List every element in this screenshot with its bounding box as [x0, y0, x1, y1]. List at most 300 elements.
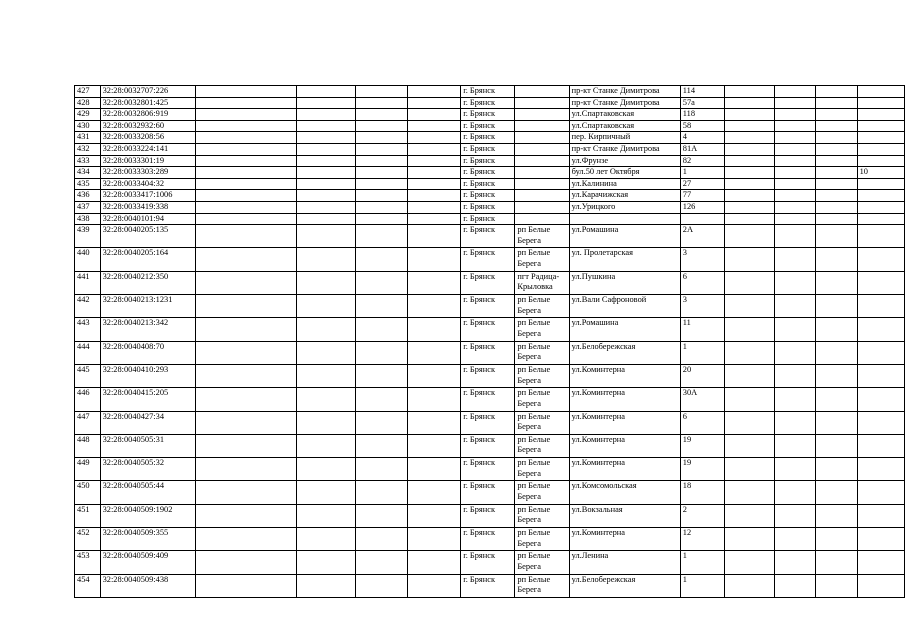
city: г. Брянск [461, 225, 515, 248]
city: г. Брянск [461, 434, 515, 457]
empty-cell [356, 527, 408, 550]
table-row [75, 167, 905, 179]
empty-cell [816, 574, 857, 597]
empty-cell [775, 574, 816, 597]
table-row [75, 97, 905, 109]
cadastral-number: 32:28:0040509:438 [100, 574, 195, 597]
empty-cell [775, 341, 816, 364]
empty-cell [356, 213, 408, 225]
empty-cell [296, 411, 355, 434]
empty-cell [296, 178, 355, 190]
empty-cell [407, 86, 461, 98]
house-number: 81А [680, 143, 724, 155]
empty-cell [195, 143, 296, 155]
empty-cell [407, 167, 461, 179]
empty-cell [195, 109, 296, 121]
street: ул.Комсомольская [569, 481, 680, 504]
settlement [515, 155, 569, 167]
cadastral-number: 32:28:0040509:1902 [100, 504, 195, 527]
table-row [75, 574, 905, 597]
empty-cell [775, 178, 816, 190]
empty-cell [356, 109, 408, 121]
empty-cell [356, 551, 408, 574]
city: г. Брянск [461, 155, 515, 167]
settlement: рп Белые Берега [515, 504, 569, 527]
row-number: 454 [75, 574, 101, 597]
cadastral-number: 32:28:0032806:919 [100, 109, 195, 121]
house-number: 19 [680, 458, 724, 481]
table-row [75, 504, 905, 527]
empty-cell [407, 225, 461, 248]
street: пр-кт Станке Димитрова [569, 97, 680, 109]
empty-cell [195, 155, 296, 167]
empty-cell [407, 295, 461, 318]
empty-cell [195, 97, 296, 109]
empty-cell [775, 190, 816, 202]
empty-cell [775, 213, 816, 225]
table-row [75, 190, 905, 202]
empty-cell [407, 318, 461, 341]
empty-cell [724, 120, 775, 132]
street: ул.Карачижская [569, 190, 680, 202]
street: пер. Кирпичный [569, 132, 680, 144]
extra-value [857, 213, 904, 225]
extra-value [857, 364, 904, 387]
empty-cell [724, 225, 775, 248]
street: ул.Вали Сафроновой [569, 295, 680, 318]
empty-cell [195, 458, 296, 481]
city: г. Брянск [461, 574, 515, 597]
extra-value: 10 [857, 167, 904, 179]
extra-value [857, 434, 904, 457]
settlement: рп Белые Берега [515, 574, 569, 597]
city: г. Брянск [461, 248, 515, 271]
street: ул.Белобережская [569, 574, 680, 597]
table-row [75, 109, 905, 121]
empty-cell [356, 388, 408, 411]
settlement [515, 97, 569, 109]
street: ул.Ленина [569, 551, 680, 574]
empty-cell [724, 97, 775, 109]
empty-cell [356, 190, 408, 202]
city: г. Брянск [461, 527, 515, 550]
street: ул.Коминтерна [569, 458, 680, 481]
city: г. Брянск [461, 167, 515, 179]
empty-cell [195, 201, 296, 213]
street [569, 213, 680, 225]
row-number: 450 [75, 481, 101, 504]
city: г. Брянск [461, 86, 515, 98]
house-number: 1 [680, 551, 724, 574]
table-row [75, 86, 905, 98]
empty-cell [775, 155, 816, 167]
empty-cell [407, 388, 461, 411]
street: пр-кт Станке Димитрова [569, 143, 680, 155]
empty-cell [356, 248, 408, 271]
street: ул.Ромашина [569, 225, 680, 248]
table-row [75, 388, 905, 411]
city: г. Брянск [461, 364, 515, 387]
empty-cell [724, 190, 775, 202]
cadastral-number: 32:28:0040505:44 [100, 481, 195, 504]
empty-cell [816, 167, 857, 179]
cadastral-number: 32:28:0040205:164 [100, 248, 195, 271]
city: г. Брянск [461, 504, 515, 527]
empty-cell [775, 248, 816, 271]
empty-cell [356, 411, 408, 434]
extra-value [857, 248, 904, 271]
empty-cell [816, 318, 857, 341]
city: г. Брянск [461, 213, 515, 225]
extra-value [857, 481, 904, 504]
empty-cell [816, 341, 857, 364]
empty-cell [816, 364, 857, 387]
extra-value [857, 504, 904, 527]
empty-cell [816, 225, 857, 248]
empty-cell [296, 434, 355, 457]
street: ул.Калинина [569, 178, 680, 190]
settlement: рп Белые Берега [515, 341, 569, 364]
empty-cell [195, 213, 296, 225]
empty-cell [407, 364, 461, 387]
table-row [75, 143, 905, 155]
extra-value [857, 190, 904, 202]
street: ул.Коминтерна [569, 411, 680, 434]
empty-cell [296, 132, 355, 144]
cadastral-number: 32:28:0040415:205 [100, 388, 195, 411]
empty-cell [816, 143, 857, 155]
empty-cell [775, 109, 816, 121]
house-number: 30А [680, 388, 724, 411]
city: г. Брянск [461, 481, 515, 504]
cadastral-number: 32:28:0040505:31 [100, 434, 195, 457]
city: г. Брянск [461, 318, 515, 341]
extra-value [857, 551, 904, 574]
row-number: 438 [75, 213, 101, 225]
empty-cell [724, 388, 775, 411]
empty-cell [816, 178, 857, 190]
city: г. Брянск [461, 143, 515, 155]
register-table [74, 85, 905, 598]
extra-value [857, 201, 904, 213]
settlement [515, 109, 569, 121]
empty-cell [296, 201, 355, 213]
empty-cell [816, 155, 857, 167]
empty-cell [816, 527, 857, 550]
cadastral-number: 32:28:0033301:19 [100, 155, 195, 167]
empty-cell [407, 411, 461, 434]
empty-cell [356, 341, 408, 364]
empty-cell [356, 201, 408, 213]
empty-cell [724, 132, 775, 144]
extra-value [857, 271, 904, 294]
settlement: рп Белые Берега [515, 527, 569, 550]
empty-cell [775, 295, 816, 318]
empty-cell [816, 132, 857, 144]
empty-cell [775, 388, 816, 411]
empty-cell [724, 86, 775, 98]
empty-cell [356, 271, 408, 294]
empty-cell [407, 120, 461, 132]
empty-cell [195, 120, 296, 132]
city: г. Брянск [461, 271, 515, 294]
extra-value [857, 574, 904, 597]
extra-value [857, 458, 904, 481]
street: ул.Вокзальная [569, 504, 680, 527]
empty-cell [296, 271, 355, 294]
settlement [515, 167, 569, 179]
empty-cell [296, 248, 355, 271]
house-number: 114 [680, 86, 724, 98]
empty-cell [356, 120, 408, 132]
row-number: 430 [75, 120, 101, 132]
empty-cell [775, 225, 816, 248]
empty-cell [195, 527, 296, 550]
empty-cell [356, 86, 408, 98]
empty-cell [356, 295, 408, 318]
city: г. Брянск [461, 201, 515, 213]
empty-cell [296, 481, 355, 504]
empty-cell [296, 504, 355, 527]
cadastral-number: 32:28:0033208:56 [100, 132, 195, 144]
cadastral-number: 32:28:0040205:135 [100, 225, 195, 248]
settlement [515, 120, 569, 132]
row-number: 448 [75, 434, 101, 457]
empty-cell [407, 190, 461, 202]
empty-cell [296, 388, 355, 411]
empty-cell [356, 225, 408, 248]
empty-cell [775, 167, 816, 179]
empty-cell [724, 143, 775, 155]
extra-value [857, 178, 904, 190]
city: г. Брянск [461, 341, 515, 364]
table-row [75, 458, 905, 481]
table-row [75, 411, 905, 434]
table-row [75, 271, 905, 294]
cadastral-number: 32:28:0040213:1231 [100, 295, 195, 318]
empty-cell [296, 295, 355, 318]
row-number: 446 [75, 388, 101, 411]
row-number: 451 [75, 504, 101, 527]
empty-cell [816, 388, 857, 411]
empty-cell [724, 201, 775, 213]
street: ул.Коминтерна [569, 527, 680, 550]
register-table-body [75, 86, 905, 598]
empty-cell [724, 434, 775, 457]
settlement [515, 213, 569, 225]
empty-cell [775, 86, 816, 98]
empty-cell [724, 155, 775, 167]
empty-cell [407, 574, 461, 597]
empty-cell [195, 318, 296, 341]
empty-cell [816, 248, 857, 271]
empty-cell [296, 574, 355, 597]
street: ул.Пушкина [569, 271, 680, 294]
empty-cell [724, 271, 775, 294]
cadastral-number: 32:28:0040505:32 [100, 458, 195, 481]
city: г. Брянск [461, 388, 515, 411]
empty-cell [356, 458, 408, 481]
empty-cell [724, 341, 775, 364]
empty-cell [195, 167, 296, 179]
table-row [75, 481, 905, 504]
table-row [75, 434, 905, 457]
row-number: 447 [75, 411, 101, 434]
row-number: 427 [75, 86, 101, 98]
house-number: 27 [680, 178, 724, 190]
settlement: рп Белые Берега [515, 551, 569, 574]
cadastral-number: 32:28:0033404:32 [100, 178, 195, 190]
settlement: рп Белые Берега [515, 318, 569, 341]
empty-cell [356, 481, 408, 504]
empty-cell [724, 481, 775, 504]
empty-cell [816, 213, 857, 225]
extra-value [857, 132, 904, 144]
city: г. Брянск [461, 109, 515, 121]
empty-cell [195, 86, 296, 98]
empty-cell [296, 167, 355, 179]
cadastral-number: 32:28:0033224:141 [100, 143, 195, 155]
table-row [75, 341, 905, 364]
house-number: 11 [680, 318, 724, 341]
empty-cell [296, 318, 355, 341]
empty-cell [407, 434, 461, 457]
street: ул.Ромашина [569, 318, 680, 341]
empty-cell [816, 481, 857, 504]
empty-cell [195, 551, 296, 574]
house-number: 118 [680, 109, 724, 121]
empty-cell [724, 295, 775, 318]
table-row [75, 248, 905, 271]
street: бул.50 лет Октября [569, 167, 680, 179]
empty-cell [775, 132, 816, 144]
empty-cell [296, 341, 355, 364]
cadastral-number: 32:28:0033303:289 [100, 167, 195, 179]
empty-cell [724, 167, 775, 179]
house-number: 126 [680, 201, 724, 213]
empty-cell [775, 201, 816, 213]
settlement [515, 201, 569, 213]
empty-cell [195, 178, 296, 190]
table-row [75, 201, 905, 213]
empty-cell [775, 434, 816, 457]
row-number: 442 [75, 295, 101, 318]
city: г. Брянск [461, 178, 515, 190]
settlement: рп Белые Берега [515, 411, 569, 434]
table-row [75, 295, 905, 318]
row-number: 434 [75, 167, 101, 179]
empty-cell [724, 458, 775, 481]
house-number: 6 [680, 411, 724, 434]
settlement: рп Белые Берега [515, 388, 569, 411]
empty-cell [724, 109, 775, 121]
empty-cell [407, 109, 461, 121]
empty-cell [724, 248, 775, 271]
street: ул.Коминтерна [569, 434, 680, 457]
empty-cell [775, 481, 816, 504]
empty-cell [195, 132, 296, 144]
table-row [75, 318, 905, 341]
empty-cell [407, 458, 461, 481]
table-row [75, 155, 905, 167]
empty-cell [816, 120, 857, 132]
extra-value [857, 120, 904, 132]
empty-cell [407, 201, 461, 213]
empty-cell [816, 434, 857, 457]
empty-cell [407, 481, 461, 504]
street: ул. Пролетарская [569, 248, 680, 271]
row-number: 440 [75, 248, 101, 271]
extra-value [857, 109, 904, 121]
row-number: 429 [75, 109, 101, 121]
empty-cell [724, 527, 775, 550]
house-number: 20 [680, 364, 724, 387]
empty-cell [724, 364, 775, 387]
settlement [515, 190, 569, 202]
empty-cell [816, 201, 857, 213]
empty-cell [296, 364, 355, 387]
extra-value [857, 295, 904, 318]
row-number: 431 [75, 132, 101, 144]
house-number: 57а [680, 97, 724, 109]
table-row [75, 364, 905, 387]
empty-cell [356, 167, 408, 179]
empty-cell [195, 504, 296, 527]
extra-value [857, 225, 904, 248]
empty-cell [356, 574, 408, 597]
extra-value [857, 155, 904, 167]
extra-value [857, 143, 904, 155]
row-number: 449 [75, 458, 101, 481]
city: г. Брянск [461, 97, 515, 109]
city: г. Брянск [461, 295, 515, 318]
empty-cell [775, 271, 816, 294]
street: ул.Коминтерна [569, 388, 680, 411]
cadastral-number: 32:28:0032932:60 [100, 120, 195, 132]
city: г. Брянск [461, 190, 515, 202]
empty-cell [724, 213, 775, 225]
extra-value [857, 341, 904, 364]
cadastral-number: 32:28:0040213:342 [100, 318, 195, 341]
row-number: 445 [75, 364, 101, 387]
empty-cell [195, 271, 296, 294]
empty-cell [816, 190, 857, 202]
cadastral-number: 32:28:0040101:94 [100, 213, 195, 225]
empty-cell [195, 225, 296, 248]
settlement [515, 86, 569, 98]
empty-cell [296, 190, 355, 202]
empty-cell [816, 97, 857, 109]
empty-cell [407, 248, 461, 271]
empty-cell [356, 97, 408, 109]
empty-cell [407, 341, 461, 364]
settlement: рп Белые Берега [515, 364, 569, 387]
cadastral-number: 32:28:0033419:338 [100, 201, 195, 213]
street: ул.Белобережская [569, 341, 680, 364]
row-number: 452 [75, 527, 101, 550]
table-row [75, 527, 905, 550]
table-row [75, 178, 905, 190]
empty-cell [296, 213, 355, 225]
empty-cell [195, 190, 296, 202]
empty-cell [724, 551, 775, 574]
cadastral-number: 32:28:0040427:34 [100, 411, 195, 434]
settlement: рп Белые Берега [515, 295, 569, 318]
row-number: 437 [75, 201, 101, 213]
cadastral-number: 32:28:0040212:350 [100, 271, 195, 294]
cadastral-number: 32:28:0040509:355 [100, 527, 195, 550]
house-number: 1 [680, 574, 724, 597]
